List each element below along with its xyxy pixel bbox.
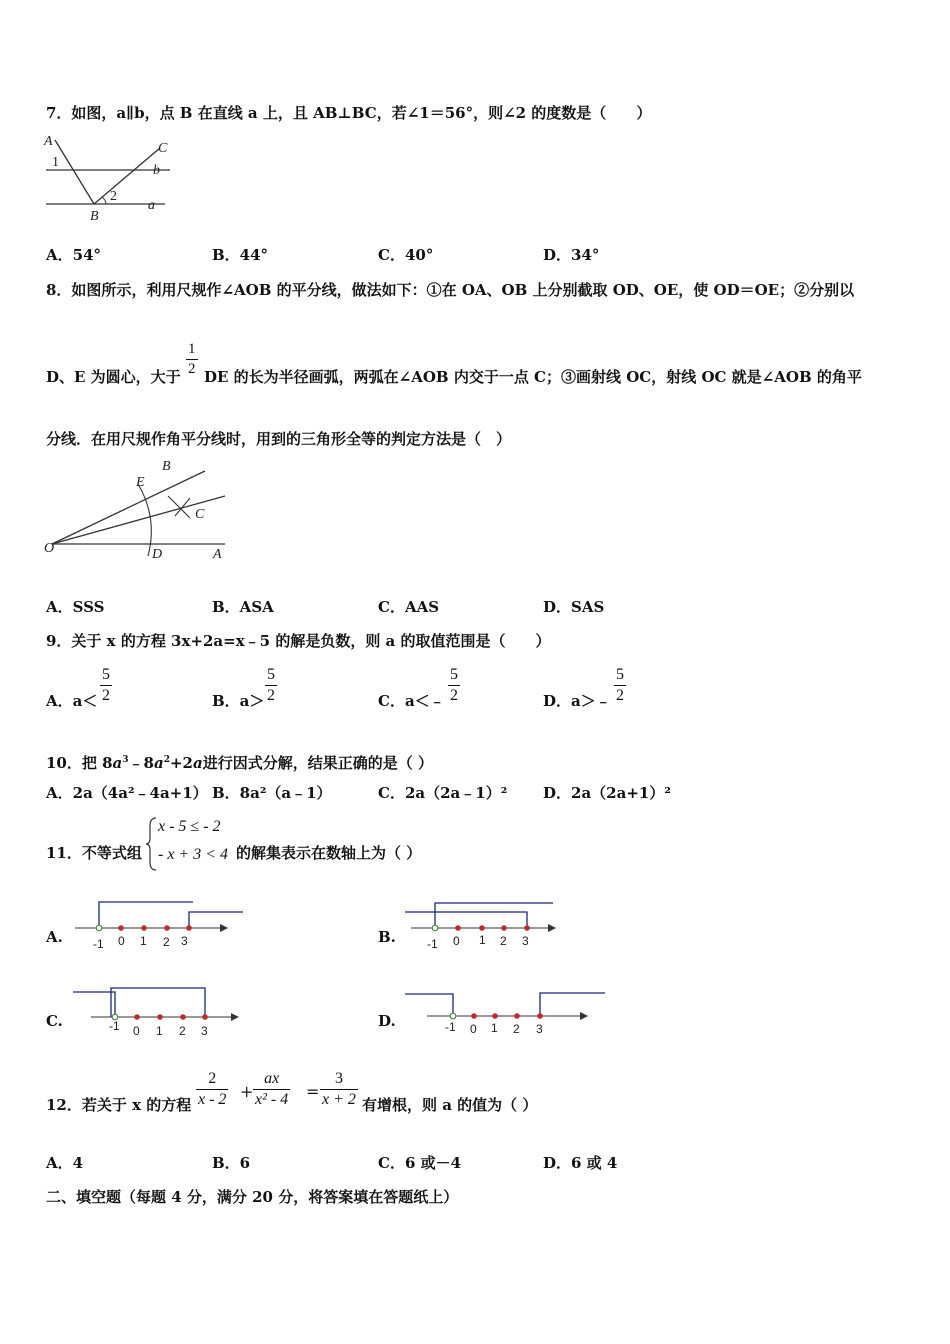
q11-stem-post: 的解集表示在数轴上为（ ） — [236, 844, 422, 862]
q12-stem-pre: 12．若关于 x 的方程 — [46, 1096, 192, 1114]
svg-text:2: 2 — [179, 1024, 186, 1038]
svg-text:2: 2 — [513, 1022, 520, 1036]
svg-text:1: 1 — [479, 933, 486, 947]
q7-option-b[interactable]: B．44° — [212, 246, 269, 264]
q8-frac-den: 2 — [188, 361, 196, 377]
q9-option-a-frac: 5 2 — [102, 666, 110, 704]
q11-option-d[interactable]: D. — [378, 1012, 396, 1030]
svg-text:0: 0 — [118, 934, 125, 948]
q9-option-b[interactable]: B．a＞ — [212, 692, 265, 710]
q7-label-2: 2 — [110, 189, 117, 204]
svg-text:-1: -1 — [109, 1019, 120, 1033]
q12-option-a[interactable]: A．4 — [46, 1154, 84, 1172]
q8-frac-num: 1 — [188, 341, 196, 357]
svg-text:3: 3 — [522, 934, 529, 948]
q7-figure — [40, 128, 190, 228]
q9-stem: 9．关于 x 的方程 3x+2a=x﹣5 的解是负数，则 a 的取值范围是（ ） — [46, 632, 551, 650]
q11-option-a[interactable]: A. — [46, 928, 63, 946]
q7-label-C: C — [158, 141, 168, 156]
svg-text:-1: -1 — [93, 937, 104, 951]
q7-label-B: B — [90, 209, 99, 224]
q8-label-O: O — [44, 541, 55, 556]
q8-line2-post: DE 的长为半径画弧，两弧在∠AOB 内交于一点 C；③画射线 OC，射线 OC 就是∠AOB 的角平 — [204, 368, 862, 386]
q11-ineq2: - x + 3 < 4 — [158, 846, 229, 863]
svg-text:1: 1 — [140, 934, 147, 948]
svg-text:1: 1 — [156, 1024, 163, 1038]
q9-option-b-frac: 5 2 — [267, 666, 275, 704]
q10-option-c[interactable]: C．2a（2a﹣1）² — [378, 784, 508, 802]
svg-text:0: 0 — [470, 1022, 477, 1036]
q9-option-a[interactable]: A．a＜ — [46, 692, 98, 710]
q8-label-B: B — [162, 459, 171, 474]
q8-label-A: A — [213, 547, 222, 562]
q8-label-E: E — [136, 475, 145, 490]
q11-option-b[interactable]: B. — [378, 928, 396, 946]
q12-frac2: ax x² - 4 — [255, 1070, 289, 1108]
q12-frac1: 2 x - 2 — [198, 1070, 227, 1108]
svg-text:1: 1 — [491, 1021, 498, 1035]
q9-option-c-frac: 5 2 — [450, 666, 458, 704]
q8-line2-pre: D、E 为圆心，大于 — [46, 368, 181, 386]
q12-option-b[interactable]: B．6 — [212, 1154, 251, 1172]
q11-brace-icon — [146, 816, 158, 872]
q7-option-d[interactable]: D．34° — [543, 246, 600, 264]
q11-numberline-a[interactable] — [75, 898, 250, 958]
q12-plus: + — [240, 1082, 254, 1101]
q11-option-c[interactable]: C. — [46, 1012, 63, 1030]
q8-figure — [40, 456, 240, 566]
q9-option-c[interactable]: C．a＜﹣ — [378, 692, 445, 710]
q10-option-d[interactable]: D．2a（2a+1）² — [543, 784, 671, 802]
q8-option-c[interactable]: C．AAS — [378, 598, 440, 616]
svg-text:-1: -1 — [427, 937, 438, 951]
svg-text:-1: -1 — [445, 1020, 456, 1034]
q8-option-a[interactable]: A．SSS — [46, 598, 105, 616]
q10-option-b[interactable]: B．8a²（a﹣1） — [212, 784, 332, 802]
q7-label-b: b — [153, 163, 160, 178]
q8-line1: 8．如图所示，利用尺规作∠AOB 的平分线，做法如下：①在 OA、OB 上分别截取 OD、OE，使 OD＝OE；②分别以 — [46, 281, 855, 299]
svg-text:3: 3 — [181, 934, 188, 948]
q8-option-d[interactable]: D．SAS — [543, 598, 605, 616]
q8-label-D: D — [152, 547, 163, 562]
q11-numberline-b[interactable] — [403, 898, 563, 958]
q7-label-1: 1 — [52, 155, 59, 170]
q7-stem: 7．如图，a∥b，点 B 在直线 a 上，且 AB⊥BC，若∠1＝56°，则∠2 的度数是（ ） — [46, 104, 652, 122]
q11-ineq1: x - 5 ≤ - 2 — [158, 818, 221, 835]
q12-option-d[interactable]: D．6 或 4 — [543, 1154, 618, 1172]
q9-option-d[interactable]: D．a＞﹣ — [543, 692, 611, 710]
svg-text:2: 2 — [500, 934, 507, 948]
q7-label-a: a — [148, 198, 155, 213]
q11-numberline-c[interactable] — [73, 986, 248, 1046]
q12-equals: = — [306, 1082, 320, 1101]
q7-option-c[interactable]: C．40° — [378, 246, 434, 264]
svg-text:3: 3 — [201, 1024, 208, 1038]
svg-text:0: 0 — [133, 1024, 140, 1038]
q8-fraction — [186, 341, 198, 378]
q7-label-A: A — [44, 134, 53, 149]
q11-numberline-d[interactable] — [405, 986, 610, 1046]
q8-option-b[interactable]: B．ASA — [212, 598, 274, 616]
q12-option-c[interactable]: C．6 或－4 — [378, 1154, 462, 1172]
q9-option-d-frac: 5 2 — [616, 666, 624, 704]
q10-option-a[interactable]: A．2a（4a²﹣4a+1） — [46, 784, 208, 802]
q11-stem-pre: 11．不等式组 — [46, 844, 142, 862]
svg-text:3: 3 — [536, 1022, 543, 1036]
q12-stem-post: 有增根，则 a 的值为（ ） — [362, 1096, 538, 1114]
svg-text:2: 2 — [163, 935, 170, 949]
q10-stem: 10．把 $8a^3﹣8a^2+2a$进行因式分解，结果正确的是（ ） — [46, 754, 433, 772]
q8-label-C: C — [195, 507, 205, 522]
q12-frac3: 3 x + 2 — [322, 1070, 356, 1108]
section2-title: 二、填空题（每题 4 分，满分 20 分，将答案填在答题纸上） — [46, 1188, 459, 1206]
q7-option-a[interactable]: A．54° — [46, 246, 102, 264]
q8-line3: 分线．在用尺规作角平分线时，用到的三角形全等的判定方法是（ ） — [46, 430, 512, 448]
svg-text:0: 0 — [453, 934, 460, 948]
